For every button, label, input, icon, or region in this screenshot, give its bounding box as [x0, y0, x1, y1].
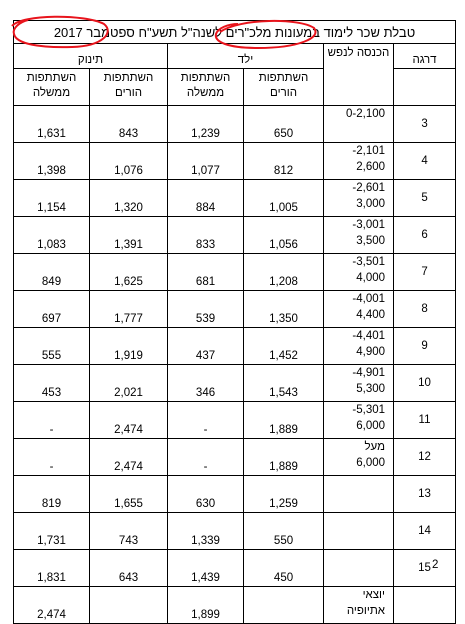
grade-cell: 6 — [394, 217, 456, 254]
infant-govt-cell: 1,831 — [14, 550, 90, 587]
grade-cell: 8 — [394, 291, 456, 328]
table-title: טבלת שכר לימוד במעונות מלכ"רים לשנה"ל תשע"ח ספטמבר 2017 — [14, 21, 456, 44]
income-cell: מעל 6,000 — [324, 439, 394, 476]
child-parents-cell: 1,259 — [244, 476, 324, 513]
infant-govt-cell: 819 — [14, 476, 90, 513]
child-parents-cell: 1,452 — [244, 328, 324, 365]
child-govt-cell: - — [168, 402, 244, 439]
infant-govt-cell: 1,631 — [14, 106, 90, 143]
infant-parents-cell — [90, 587, 168, 624]
infant-parents-cell: 843 — [90, 106, 168, 143]
infant-parents-cell: 2,474 — [90, 439, 168, 476]
child-parents-cell: 1,889 — [244, 439, 324, 476]
infant-govt-header: השתתפות ממשלה — [14, 69, 90, 106]
grade-cell: 7 — [394, 254, 456, 291]
grade-cell — [394, 587, 456, 624]
infant-parents-cell: 1,391 — [90, 217, 168, 254]
infant-parents-cell: 743 — [90, 513, 168, 550]
infant-govt-cell: 1,731 — [14, 513, 90, 550]
child-govt-cell: 630 — [168, 476, 244, 513]
income-cell: 5,301- 6,000 — [324, 402, 394, 439]
grade-cell: 14 — [394, 513, 456, 550]
income-cell: 0-2,100 — [324, 106, 394, 143]
child-parents-cell: 1,208 — [244, 254, 324, 291]
child-parents-cell: 1,889 — [244, 402, 324, 439]
infant-parents-cell: 1,320 — [90, 180, 168, 217]
income-cell: 4,901- 5,300 — [324, 365, 394, 402]
grade-cell: 4 — [394, 143, 456, 180]
infant-parents-cell: 2,474 — [90, 402, 168, 439]
child-govt-cell: 1,239 — [168, 106, 244, 143]
child-header: ילד — [168, 44, 324, 69]
infant-header: תינוק — [14, 44, 168, 69]
child-parents-cell: 450 — [244, 550, 324, 587]
infant-govt-cell: - — [14, 402, 90, 439]
income-cell: 2,101- 2,600 — [324, 143, 394, 180]
annotation-circle-2017 — [12, 17, 108, 47]
grade-cell: 3 — [394, 106, 456, 143]
child-govt-header: השתתפות ממשלה — [168, 69, 244, 106]
infant-parents-header: השתתפות הורים — [90, 69, 168, 106]
income-cell: 4,401- 4,900 — [324, 328, 394, 365]
child-parents-header: השתתפות הורים — [244, 69, 324, 106]
child-parents-cell: 1,543 — [244, 365, 324, 402]
grade-cell: 11 — [394, 402, 456, 439]
infant-parents-cell: 1,919 — [90, 328, 168, 365]
child-parents-cell: 812 — [244, 143, 324, 180]
annotation-circle-term — [216, 21, 316, 48]
infant-parents-cell: 1,655 — [90, 476, 168, 513]
child-govt-cell: 884 — [168, 180, 244, 217]
child-govt-cell: 539 — [168, 291, 244, 328]
income-cell: 3,001- 3,500 — [324, 217, 394, 254]
child-govt-cell: 1,439 — [168, 550, 244, 587]
grade-cell: 5 — [394, 180, 456, 217]
child-govt-cell: 833 — [168, 217, 244, 254]
income-cell: 3,501- 4,000 — [324, 254, 394, 291]
infant-parents-cell: 643 — [90, 550, 168, 587]
child-govt-cell: 1,077 — [168, 143, 244, 180]
grade-cell: 13 — [394, 476, 456, 513]
child-govt-cell: 1,339 — [168, 513, 244, 550]
infant-govt-cell: - — [14, 439, 90, 476]
grade-cell: 15 — [394, 550, 456, 587]
child-parents-cell: 1,056 — [244, 217, 324, 254]
grade-cell: 9 — [394, 328, 456, 365]
infant-govt-cell: 2,474 — [14, 587, 90, 624]
grade-cell: 12 — [394, 439, 456, 476]
child-govt-cell: 346 — [168, 365, 244, 402]
infant-parents-cell: 1,076 — [90, 143, 168, 180]
grade-cell: 10 — [394, 365, 456, 402]
child-govt-cell: - — [168, 439, 244, 476]
income-cell: יוצאי אתיופיה — [324, 587, 394, 624]
child-parents-cell: 1,350 — [244, 291, 324, 328]
infant-govt-cell: 1,398 — [14, 143, 90, 180]
child-govt-cell: 437 — [168, 328, 244, 365]
infant-parents-cell: 1,625 — [90, 254, 168, 291]
infant-govt-cell: 697 — [14, 291, 90, 328]
income-cell: 4,001- 4,400 — [324, 291, 394, 328]
infant-govt-cell: 555 — [14, 328, 90, 365]
income-cell: 2,601- 3,000 — [324, 180, 394, 217]
outside-label: 2 — [432, 559, 439, 571]
child-govt-cell: 1,899 — [168, 587, 244, 624]
grade-header: דרגה — [394, 44, 456, 69]
child-parents-cell: 1,005 — [244, 180, 324, 217]
child-parents-cell: 550 — [244, 513, 324, 550]
child-govt-cell: 681 — [168, 254, 244, 291]
infant-govt-cell: 1,154 — [14, 180, 90, 217]
child-parents-cell: 650 — [244, 106, 324, 143]
child-parents-cell — [244, 587, 324, 624]
infant-govt-cell: 849 — [14, 254, 90, 291]
infant-parents-cell: 2,021 — [90, 365, 168, 402]
infant-govt-cell: 1,083 — [14, 217, 90, 254]
table-row — [14, 587, 456, 624]
income-header: הכנסה לנפש — [324, 44, 394, 106]
infant-govt-cell: 453 — [14, 365, 90, 402]
infant-parents-cell: 1,777 — [90, 291, 168, 328]
